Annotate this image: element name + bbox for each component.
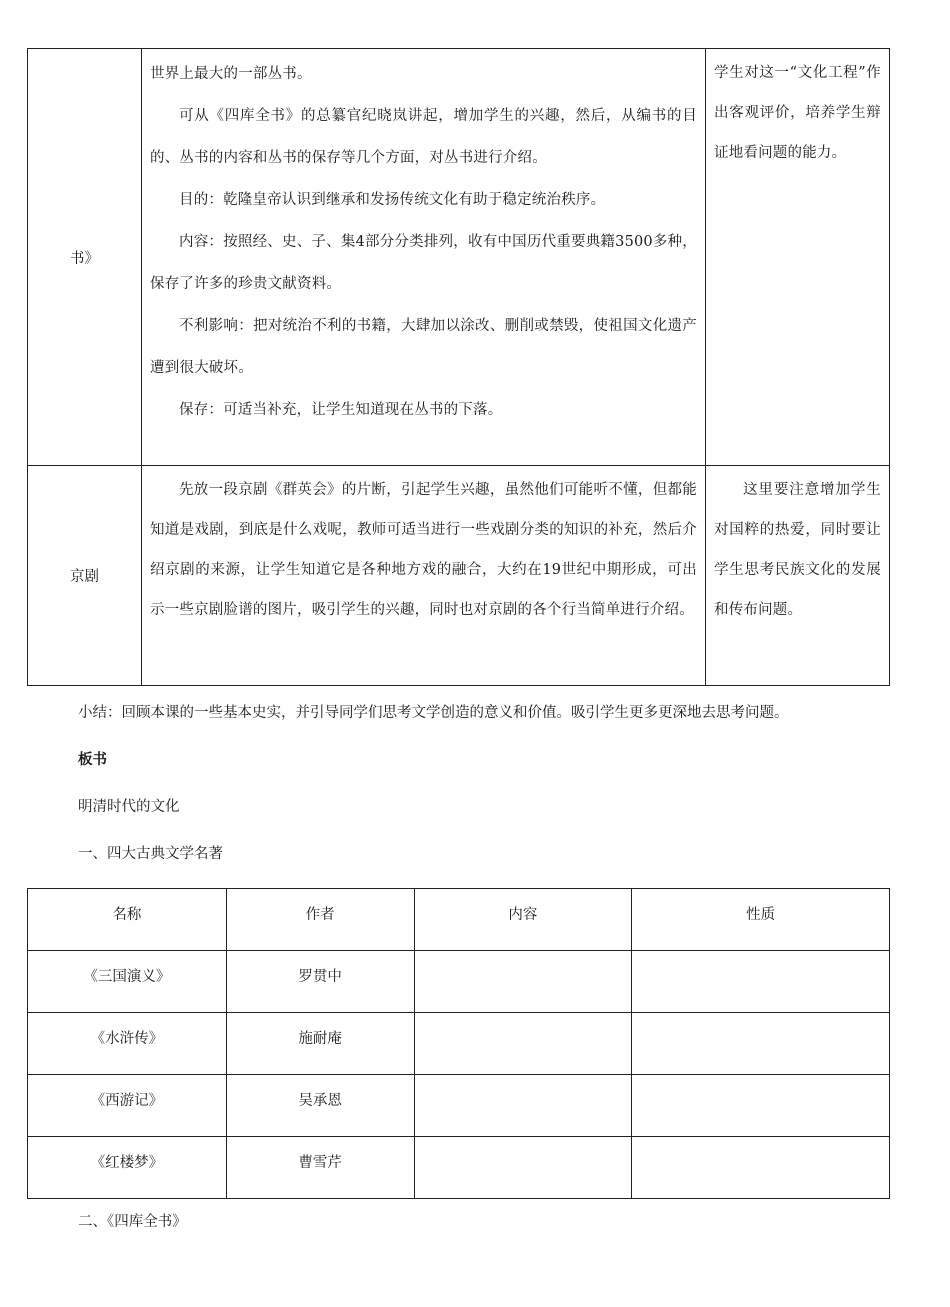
section-heading: 二、《四库全书》 <box>78 1214 187 1230</box>
summary-text: 小结：回顾本课的一些基本史实，并引导同学们思考文学创造的意义和价值。吸引学生更多更深地去思考问题。 <box>78 705 789 721</box>
note-cell <box>706 49 890 466</box>
paragraph: 不利影响：把对统治不利的书籍，大肆加以涂改、删削或禁毁，使祖国文化遗产遭到很大破坏。 <box>150 318 697 376</box>
column-header: 性质 <box>632 889 890 951</box>
table-cell <box>632 1137 890 1199</box>
table-row <box>28 1137 890 1199</box>
table-cell <box>414 951 632 1013</box>
novels-table <box>27 888 890 1199</box>
column-header: 内容 <box>414 889 632 951</box>
table-cell: 罗贯中 <box>226 951 414 1013</box>
board-title: 板书 <box>78 751 107 768</box>
table-row <box>28 49 890 466</box>
note-cell <box>706 466 890 686</box>
table-row <box>28 466 890 686</box>
paragraph: 可从《四库全书》的总纂官纪晓岚讲起，增加学生的兴趣，然后，从编书的目的、丛书的内容和丛书的保存等几个方面，对丛书进行介绍。 <box>150 108 697 166</box>
table-cell <box>632 1075 890 1137</box>
row-label-cell <box>28 466 142 686</box>
table-cell <box>414 1075 632 1137</box>
row-label-cell <box>28 49 142 466</box>
row-label: 京剧 <box>70 569 99 585</box>
column-header: 名称 <box>28 889 227 951</box>
table-cell: 施耐庵 <box>226 1013 414 1075</box>
table-cell: 《西游记》 <box>28 1075 227 1137</box>
table-cell: 曹雪芹 <box>226 1137 414 1199</box>
lesson-plan-table <box>27 48 890 686</box>
board-subtitle: 明清时代的文化 <box>78 799 180 815</box>
table-cell: 《水浒传》 <box>28 1013 227 1075</box>
teaching-note: 这里要注意增加学生对国粹的热爱，同时要让学生思考民族文化的发展和传布问题。 <box>714 482 881 618</box>
table-cell: 吴承恩 <box>226 1075 414 1137</box>
table-cell: 《红楼梦》 <box>28 1137 227 1199</box>
paragraph: 先放一段京剧《群英会》的片断，引起学生兴趣，虽然他们可能听不懂，但都能知道是戏剧，到底是什么戏呢，教师可适当进行一些戏剧分类的知识的补充，然后介绍京剧的来源，让学生知道它是各种地方戏的融合，大约在19世纪中期形成，可出示一些京剧脸谱的图片，吸引学生的兴趣，同时也对京剧的各个行当简单进行介绍。 <box>150 482 697 618</box>
row-label: 书》 <box>70 250 99 267</box>
table-row <box>28 1013 890 1075</box>
content-cell <box>142 466 706 686</box>
table-row <box>28 1075 890 1137</box>
paragraph: 内容：按照经、史、子、集4部分分类排列，收有中国历代重要典籍3500多种，保存了许多的珍贵文献资料。 <box>150 234 697 292</box>
table-cell <box>632 951 890 1013</box>
paragraph: 世界上最大的一部丛书。 <box>150 66 312 82</box>
paragraph: 保存：可适当补充，让学生知道现在丛书的下落。 <box>179 402 503 418</box>
paragraph: 目的：乾隆皇帝认识到继承和发扬传统文化有助于稳定统治秩序。 <box>179 192 606 208</box>
table-cell <box>414 1137 632 1199</box>
table-cell <box>414 1013 632 1075</box>
section-heading: 一、四大古典文学名著 <box>78 846 223 862</box>
teaching-note: 学生对这一“文化工程”作出客观评价，培养学生辩证地看问题的能力。 <box>714 65 881 161</box>
column-header: 作者 <box>226 889 414 951</box>
table-header-row <box>28 889 890 951</box>
content-cell <box>142 49 706 466</box>
table-cell <box>632 1013 890 1075</box>
table-row <box>28 951 890 1013</box>
table-cell: 《三国演义》 <box>28 951 227 1013</box>
